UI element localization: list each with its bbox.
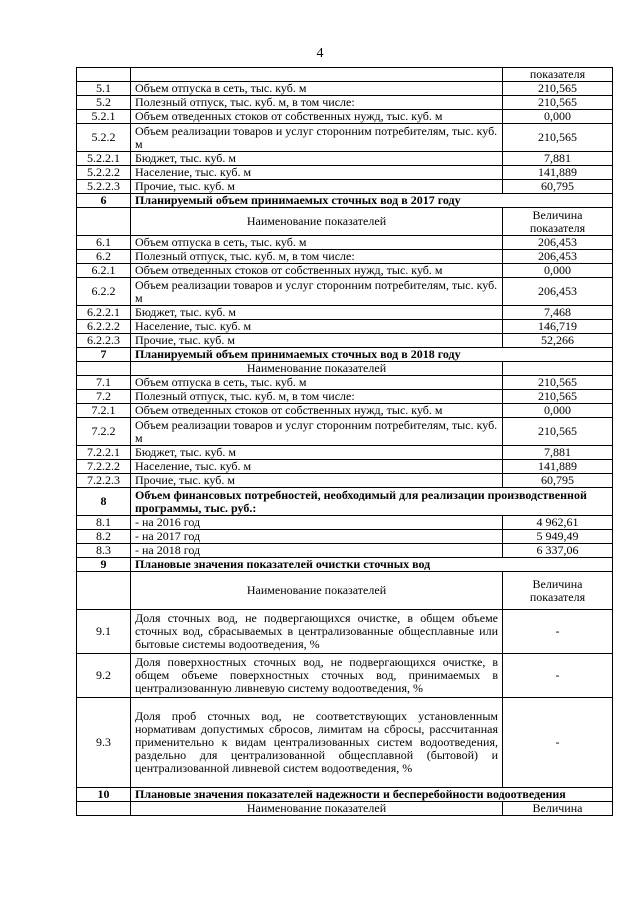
table-row xyxy=(77,610,613,654)
section-number: 7 xyxy=(77,348,131,362)
indicator-name: Объем отведенных стоков от собственных нужд, тыс. куб. м xyxy=(131,404,503,418)
row-number xyxy=(77,802,131,816)
row-number: 5.2.2.3 xyxy=(77,180,131,194)
section-title: Планируемый объем принимаемых сточных вод в 2017 году xyxy=(131,194,613,208)
indicator-value: 60,795 xyxy=(503,180,613,194)
header-row xyxy=(77,208,613,236)
row-number: 7.1 xyxy=(77,376,131,390)
column-header-value: Величина показателя xyxy=(503,208,613,236)
row-number: 7.2.2.3 xyxy=(77,474,131,488)
indicator-value: 6 337,06 xyxy=(503,544,613,558)
row-number: 6.2 xyxy=(77,250,131,264)
row-number: 7.2.2.2 xyxy=(77,460,131,474)
table-row xyxy=(77,530,613,544)
row-number: 6.1 xyxy=(77,236,131,250)
table-row xyxy=(77,250,613,264)
indicator-name: Прочие, тыс. куб. м xyxy=(131,334,503,348)
row-number: 8.1 xyxy=(77,516,131,530)
section-row xyxy=(77,194,613,208)
header-row xyxy=(77,802,613,816)
row-number xyxy=(77,572,131,610)
row-number: 5.2.2 xyxy=(77,124,131,152)
indicator-name: Объем реализации товаров и услуг сторонним потребителям, тыс. куб. м xyxy=(131,278,503,306)
table-row xyxy=(77,376,613,390)
indicator-name: Бюджет, тыс. куб. м xyxy=(131,152,503,166)
indicator-name: Объем реализации товаров и услуг сторонним потребителям, тыс. куб. м xyxy=(131,124,503,152)
indicator-value: 210,565 xyxy=(503,96,613,110)
indicator-value: 210,565 xyxy=(503,418,613,446)
table-row xyxy=(77,334,613,348)
program-table xyxy=(76,67,613,816)
section-title: Плановые значения показателей надежности и бесперебойности водоотведения xyxy=(131,788,613,802)
table-row xyxy=(77,654,613,698)
section-title: Объем финансовых потребностей, необходимый для реализации производственной программы, тыс. руб.: xyxy=(131,488,613,516)
indicator-name: Объем отведенных стоков от собственных нужд, тыс. куб. м xyxy=(131,110,503,124)
row-number: 5.2 xyxy=(77,96,131,110)
row-number: 6.2.2.3 xyxy=(77,334,131,348)
section-number: 8 xyxy=(77,488,131,516)
section-row xyxy=(77,488,613,516)
indicator-value: 52,266 xyxy=(503,334,613,348)
indicator-value: 206,453 xyxy=(503,250,613,264)
row-number: 5.2.1 xyxy=(77,110,131,124)
column-header-value: Величина показателя xyxy=(503,572,613,610)
column-header-name: Наименование показателей xyxy=(131,572,503,610)
table-row xyxy=(77,516,613,530)
indicator-name: Полезный отпуск, тыс. куб. м, в том числе: xyxy=(131,250,503,264)
table-row xyxy=(77,124,613,152)
row-number: 6.2.2.2 xyxy=(77,320,131,334)
row-number: 7.2.2.1 xyxy=(77,446,131,460)
indicator-name: Прочие, тыс. куб. м xyxy=(131,474,503,488)
table-row xyxy=(77,236,613,250)
section-number: 9 xyxy=(77,558,131,572)
indicator-value: 7,881 xyxy=(503,152,613,166)
row-number: 6.2.2.1 xyxy=(77,306,131,320)
indicator-value: - xyxy=(503,698,613,788)
indicator-name: Объем отпуска в сеть, тыс. куб. м xyxy=(131,82,503,96)
indicator-value: 60,795 xyxy=(503,474,613,488)
indicator-value: 210,565 xyxy=(503,390,613,404)
row-number xyxy=(77,362,131,376)
indicator-value: 146,719 xyxy=(503,320,613,334)
indicator-value: 0,000 xyxy=(503,264,613,278)
row-number: 7.2.1 xyxy=(77,404,131,418)
indicator-name: Полезный отпуск, тыс. куб. м, в том числе: xyxy=(131,96,503,110)
indicator-name: Бюджет, тыс. куб. м xyxy=(131,306,503,320)
row-number xyxy=(77,68,131,82)
table-row xyxy=(77,306,613,320)
indicator-value: 141,889 xyxy=(503,460,613,474)
indicator-name: Население, тыс. куб. м xyxy=(131,320,503,334)
column-header-name: Наименование показателей xyxy=(131,362,503,376)
indicator-value: 206,453 xyxy=(503,278,613,306)
row-number: 5.1 xyxy=(77,82,131,96)
section-title: Плановые значения показателей очистки сточных вод xyxy=(131,558,613,572)
row-number: 7.2.2 xyxy=(77,418,131,446)
indicator-name: Бюджет, тыс. куб. м xyxy=(131,446,503,460)
indicator-value: 7,881 xyxy=(503,446,613,460)
indicator-name: Объем отведенных стоков от собственных нужд, тыс. куб. м xyxy=(131,264,503,278)
row-number: 8.2 xyxy=(77,530,131,544)
table-row xyxy=(77,278,613,306)
page-number: 4 xyxy=(316,46,324,61)
indicator-value: 210,565 xyxy=(503,376,613,390)
indicator-name: Население, тыс. куб. м xyxy=(131,460,503,474)
table-row xyxy=(77,460,613,474)
indicator-name: Полезный отпуск, тыс. куб. м, в том числе: xyxy=(131,390,503,404)
column-header-value: показателя xyxy=(503,68,613,82)
indicator-name: Население, тыс. куб. м xyxy=(131,166,503,180)
row-number: 5.2.2.1 xyxy=(77,152,131,166)
section-number: 6 xyxy=(77,194,131,208)
indicator-value: 4 962,61 xyxy=(503,516,613,530)
section-row xyxy=(77,788,613,802)
header-row xyxy=(77,362,613,376)
column-header-name: Наименование показателей xyxy=(131,208,503,236)
table-row xyxy=(77,404,613,418)
table-row xyxy=(77,82,613,96)
indicator-value: - xyxy=(503,610,613,654)
table-row xyxy=(77,474,613,488)
section-title: Планируемый объем принимаемых сточных вод в 2018 году xyxy=(131,348,613,362)
table-row xyxy=(77,264,613,278)
header-row xyxy=(77,572,613,610)
column-header-value xyxy=(503,362,613,376)
indicator-name: Доля проб сточных вод, не соответствующих установленным нормативам допустимых сбросов, лимитам на сбросы, рассчитанная применительно к видам централизованных систем водоотведения, раздельно для централизованной общесплавной (бытовой) и централизованной ливневой систем водоотведения, % xyxy=(131,698,503,788)
table-row xyxy=(77,320,613,334)
table-body xyxy=(77,68,613,816)
indicator-name: - на 2018 год xyxy=(131,544,503,558)
indicator-value: 7,468 xyxy=(503,306,613,320)
row-number: 8.3 xyxy=(77,544,131,558)
row-number xyxy=(77,208,131,236)
indicator-value: 206,453 xyxy=(503,236,613,250)
column-header-name xyxy=(131,68,503,82)
table-row xyxy=(77,390,613,404)
row-number: 5.2.2.2 xyxy=(77,166,131,180)
indicator-name: - на 2016 год xyxy=(131,516,503,530)
indicator-name: Доля поверхностных сточных вод, не подвергающихся очистке, в общем объеме поверхностных сточных вод, принимаемых в централизованную ливневую систему водоотведения, % xyxy=(131,654,503,698)
indicator-value: 0,000 xyxy=(503,110,613,124)
indicator-value: - xyxy=(503,654,613,698)
row-number: 7.2 xyxy=(77,390,131,404)
indicator-value: 210,565 xyxy=(503,124,613,152)
section-row xyxy=(77,558,613,572)
table-row xyxy=(77,96,613,110)
section-number: 10 xyxy=(77,788,131,802)
header-row xyxy=(77,68,613,82)
table-row xyxy=(77,152,613,166)
column-header-name: Наименование показателей xyxy=(131,802,503,816)
indicator-name: Объем отпуска в сеть, тыс. куб. м xyxy=(131,236,503,250)
row-number: 9.2 xyxy=(77,654,131,698)
indicator-value: 0,000 xyxy=(503,404,613,418)
table-row xyxy=(77,446,613,460)
table-row xyxy=(77,544,613,558)
indicator-value: 210,565 xyxy=(503,82,613,96)
row-number: 9.3 xyxy=(77,698,131,788)
table-row xyxy=(77,166,613,180)
table-row xyxy=(77,110,613,124)
indicator-name: - на 2017 год xyxy=(131,530,503,544)
table-row xyxy=(77,698,613,788)
row-number: 6.2.2 xyxy=(77,278,131,306)
row-number: 6.2.1 xyxy=(77,264,131,278)
indicator-name: Прочие, тыс. куб. м xyxy=(131,180,503,194)
indicator-name: Объем отпуска в сеть, тыс. куб. м xyxy=(131,376,503,390)
indicator-value: 5 949,49 xyxy=(503,530,613,544)
indicator-value: 141,889 xyxy=(503,166,613,180)
table-row xyxy=(77,180,613,194)
indicator-name: Объем реализации товаров и услуг сторонним потребителям, тыс. куб. м xyxy=(131,418,503,446)
table-row xyxy=(77,418,613,446)
section-row xyxy=(77,348,613,362)
column-header-value: Величина xyxy=(503,802,613,816)
row-number: 9.1 xyxy=(77,610,131,654)
indicator-name: Доля сточных вод, не подвергающихся очистке, в общем объеме сточных вод, сбрасываемых в централизованные общесплавные или бытовые системы водоотведения, % xyxy=(131,610,503,654)
